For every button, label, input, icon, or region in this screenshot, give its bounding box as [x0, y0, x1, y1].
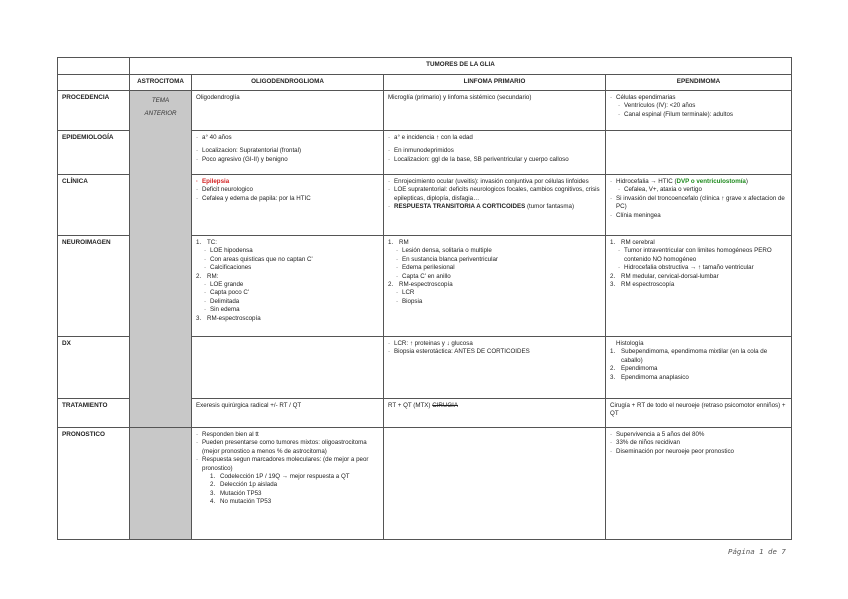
cell-text: Microglía (primario) y linfoma sistémico (secundario) — [384, 91, 606, 131]
list-item: · LCR: ↑ proteinas y ↓ glucosa — [388, 340, 601, 348]
row-label-epidemiologia: EPIDEMIOLOGÍA — [58, 131, 130, 175]
row-label-procedencia: PROCEDENCIA — [58, 91, 130, 131]
list-item: · Poco agresivo (GI-II) y benigno — [196, 156, 379, 164]
tema-label: TEMA — [151, 97, 170, 104]
list-item: · Responden bien al tt — [196, 431, 379, 439]
list-item: · Respuesta segun marcadores moleculares: (de mejor a peor pronostico) — [196, 456, 379, 473]
cell-list — [384, 337, 606, 399]
corner-cell — [58, 58, 130, 75]
row-label-dx: DX — [58, 337, 130, 399]
corner-cell-2 — [58, 75, 130, 91]
page-number: Página 1 de 7 — [728, 547, 786, 556]
list-item: · Clínia meningea — [610, 212, 787, 220]
cirugia-struck: CIRUGIA — [432, 402, 458, 409]
cell-list — [384, 236, 606, 337]
cell-list — [606, 236, 792, 337]
col-header-oligodendroglioma: OLIGODENDROGLIOMA — [192, 75, 384, 91]
row-label-pronostico: PRONOSTICO — [58, 428, 130, 540]
cell-text: Exeresis quirúrgica radical +/- RT / QT — [192, 399, 384, 428]
cell-list — [606, 337, 792, 399]
anterior-label: ANTERIOR — [144, 110, 177, 117]
list-item: 2. RM: — [196, 272, 219, 280]
astrocitoma-cell — [130, 91, 192, 428]
rt-qt-text: RT + QT (MTX) — [388, 402, 431, 409]
empty-cell — [192, 337, 384, 399]
list-item: · Lesión densa, solitaria o multiple — [388, 247, 601, 255]
col-header-linfoma: LINFOMA PRIMARIO — [384, 75, 606, 91]
list-item: · Cefalea y edema de papila: por la HTIC — [196, 195, 379, 203]
cell-list — [192, 131, 384, 175]
list-item: · Tumor intraventricular con limites homogéneos PERO contenido NO homogéneo — [610, 247, 787, 264]
list-item: · Capta C' en anillo — [388, 273, 601, 281]
list-item: · Cefalea, V+, ataxia o vertigo — [610, 186, 787, 194]
list-item: · Ventrículos (IV): <20 años — [610, 102, 787, 110]
list-item: 3. Mutación TP53 — [210, 489, 262, 497]
list-item: · Canal espinal (Filum terminale): adultos — [610, 111, 787, 119]
astrocitoma-gray-cell — [130, 428, 192, 540]
list-item: Histología — [616, 340, 644, 347]
empty-cell — [384, 428, 606, 540]
list-item — [610, 178, 787, 186]
list-item: 3. RM espectroscopía — [610, 281, 675, 289]
list-item: · Hidrocefalia obstructiva → ↑ tamaño ventricular — [610, 264, 787, 272]
list-item: · Biopsia — [388, 298, 601, 306]
list-item: · Pueden presentarse como tumores mixtos: oligoastrocitoma (mejor pronostico a menos % de astrocitoma) — [196, 439, 379, 456]
list-item: · LOE supratentorial: deficits neurologicos focales, cambios cognitivos, crisis epilepticas, diplopía, disfagia… — [388, 186, 601, 203]
list-item: · Calcificaciones — [196, 264, 379, 272]
list-item: 3. RM-espectroscopía — [196, 314, 261, 322]
tumor-fantasma: (tumor fantasma) — [526, 203, 575, 211]
corticoid-response: RESPUESTA TRANSITORIA A CORTICOIDES — [394, 203, 526, 211]
list-item: · Si invasión del troncoencefalo (clínica ↑ grave x afectacion de PC) — [610, 195, 787, 212]
glia-tumors-table — [57, 57, 792, 540]
cell-list — [384, 131, 606, 175]
list-item: · a° e incidencia ↑ con la edad — [388, 134, 601, 142]
cell-list — [606, 175, 792, 236]
list-item: 1. TC: — [196, 239, 217, 246]
list-item: · Supervivencia a 5 años del 80% — [610, 431, 787, 439]
list-item: · LOE grande — [196, 281, 379, 289]
list-item: · LCR — [388, 289, 601, 297]
cell-list — [192, 236, 384, 337]
list-item: · Con areas quisticas que no captan C' — [196, 256, 379, 264]
cell-list — [384, 175, 606, 236]
htic-text: Hidrocefalia → HTIC ( — [616, 178, 677, 185]
list-item: · a° 40 años — [196, 134, 379, 142]
list-item — [388, 203, 601, 211]
table-row — [58, 428, 792, 540]
list-item: 4. No mutación TP53 — [210, 498, 272, 506]
list-item: 1. RM cerebral — [610, 239, 655, 246]
empty-cell — [606, 131, 792, 175]
row-label-clinica: CLÍNICA — [58, 175, 130, 236]
list-item: 1. Subependimoma, ependimoma mixtilar (en la cola de caballo) — [610, 348, 768, 364]
cell-text — [384, 399, 606, 428]
list-item: · Localizacion: Supratentorial (frontal) — [196, 147, 379, 155]
row-label-neuroimagen: NEUROIMAGEN — [58, 236, 130, 337]
cell-list — [606, 91, 792, 131]
list-item: · Localizacion: ggl de la base, SB periventricular y cuerpo calloso — [388, 156, 601, 164]
dvp-text: DVP o ventriculostomía — [676, 178, 746, 185]
list-item: · Células ependimarias — [610, 94, 787, 102]
list-item: · Edema perilesional — [388, 264, 601, 272]
list-item: · Deficit neurologico — [196, 186, 379, 194]
paren-close: ) — [745, 178, 748, 185]
list-item: 1. Codelección 1P / 19Q → mejor respuesta a QT — [210, 473, 350, 481]
cell-list — [606, 428, 792, 540]
table-row — [58, 91, 792, 131]
cell-list — [192, 175, 384, 236]
list-item: · Sin edema — [196, 306, 379, 314]
list-item: 2. Ependimoma — [610, 365, 658, 373]
epilepsia-item: · Epilepsia — [196, 178, 379, 186]
list-item: · Enrojecimiento ocular (uveitis): invasión conjuntiva por células linfoides — [388, 178, 601, 186]
list-item: · Biopsia esterotáctica: ANTES DE CORTICOIDES — [388, 348, 601, 356]
table-title: TUMORES DE LA GLIA — [130, 58, 792, 75]
list-item: 2. Delección 1p aislada — [210, 481, 278, 489]
col-header-ependimoma: EPENDIMOMA — [606, 75, 792, 91]
list-item: · En inmunodeprimidos — [388, 147, 601, 155]
list-item: 2. RM medular, cervical-dorsal-lumbar — [610, 272, 719, 280]
list-item: · Capta poco C' — [196, 289, 379, 297]
list-item: 1. RM — [388, 239, 409, 246]
cell-text: Oligodendroglía — [192, 91, 384, 131]
list-item: 2. RM-espectroscopía — [388, 281, 453, 289]
row-label-tratamiento: TRATAMIENTO — [58, 399, 130, 428]
list-item: · 33% de niños recidivan — [610, 439, 787, 447]
list-item: · LOE hipodensa — [196, 247, 379, 255]
list-item: · Delimitada — [196, 298, 379, 306]
cell-text: Cirugía + RT de todo el neuroeje (retraso psicomotor enniños) + QT — [606, 399, 792, 428]
col-header-astrocitoma: ASTROCITOMA — [130, 75, 192, 91]
list-item: · Diseminación por neuroeje peor pronostico — [610, 448, 787, 456]
cell-list — [192, 428, 384, 540]
list-item: 3. Ependimoma anaplasico — [610, 373, 689, 381]
list-item: · En sustancia blanca periventricular — [388, 256, 601, 264]
